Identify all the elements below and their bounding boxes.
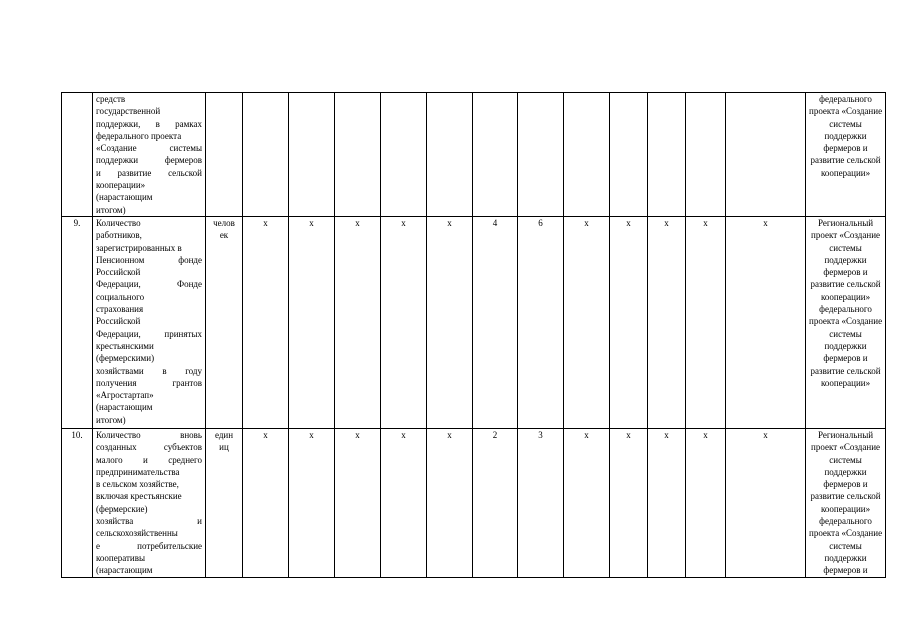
indicator-name-line: зарегистрированных в — [96, 242, 182, 253]
indicator-name-line: (фермерскими) — [96, 353, 155, 364]
source-line: развитие сельской — [810, 491, 881, 502]
source-project — [806, 217, 886, 429]
value-cell: x — [381, 217, 427, 429]
source-line: фермеров и — [823, 143, 868, 154]
source-line: развитие сельской — [810, 155, 881, 166]
source-line: фермеров и — [823, 353, 868, 364]
unit-line: ек — [219, 230, 229, 241]
indicator-name-line: Федерации, Фонде — [96, 279, 202, 290]
value-cell: x — [427, 429, 473, 578]
indicator-name-line: Количество вновь — [96, 430, 202, 440]
source-line: системы — [829, 242, 862, 253]
source-line: системы — [829, 454, 862, 465]
value-cell: 4 — [473, 217, 518, 429]
value-cell — [381, 93, 427, 217]
indicator-name-line: (нарастающим — [96, 192, 153, 203]
value-cell: x — [648, 429, 686, 578]
indicator-name-line: сельскохозяйственны — [96, 528, 178, 539]
value-cell — [610, 93, 648, 217]
row-number: 10. — [62, 429, 93, 578]
source-line: проект «Создание — [811, 230, 881, 241]
indicator-name — [93, 217, 206, 429]
table-row — [62, 217, 886, 429]
source-line: поддержки — [824, 340, 867, 351]
indicator-name-line: е потребительские — [96, 540, 202, 551]
value-cell: 6 — [518, 217, 564, 429]
indicator-name-line: созданных субъектов — [96, 442, 202, 453]
unit-of-measure — [206, 429, 243, 578]
indicator-name-line: получения грантов — [96, 377, 202, 388]
indicator-name-line: предпринимательства — [96, 466, 180, 477]
indicator-name-line: федерального проекта — [96, 130, 182, 141]
unit-line: един — [214, 430, 234, 440]
source-line: Региональный — [818, 218, 874, 228]
value-cell — [335, 93, 381, 217]
value-cell: x — [243, 429, 289, 578]
source-line: фермеров и — [823, 267, 868, 278]
value-cell — [518, 93, 564, 217]
indicator-name-line: государственной — [96, 106, 161, 117]
indicator-name-line: (фермерские) — [96, 503, 148, 514]
value-cell — [427, 93, 473, 217]
source-line: поддержки — [824, 130, 867, 141]
value-cell — [686, 93, 726, 217]
table-body — [62, 93, 886, 578]
indicator-name-line: хозяйства и — [96, 516, 202, 527]
source-line: системы — [829, 118, 862, 129]
value-cell: x — [335, 217, 381, 429]
indicator-name-line: поддержки, в рамках — [96, 118, 202, 129]
source-line: Региональный — [818, 430, 874, 440]
indicator-name-line: итогом) — [96, 414, 126, 425]
source-line: фермеров и — [823, 565, 868, 576]
unit-of-measure — [206, 93, 243, 217]
source-line: федерального — [819, 304, 872, 315]
indicator-name-line: в сельском хозяйстве, — [96, 479, 179, 490]
source-line: развитие сельской — [810, 365, 881, 376]
indicator-name-line: кооперации» — [96, 180, 146, 191]
source-line: федерального — [819, 516, 872, 527]
indicator-name — [93, 93, 206, 217]
value-cell: x — [335, 429, 381, 578]
source-line: кооперации» — [820, 377, 871, 388]
value-cell: x — [427, 217, 473, 429]
indicator-name-line: Российской — [96, 267, 141, 278]
source-line: кооперации» — [820, 503, 871, 514]
source-line: системы — [829, 328, 862, 339]
value-cell: x — [686, 429, 726, 578]
value-cell: x — [289, 429, 335, 578]
source-line: развитие сельской — [810, 279, 881, 290]
source-project — [806, 429, 886, 578]
value-cell: x — [381, 429, 427, 578]
value-cell — [648, 93, 686, 217]
indicator-name-line: хозяйствами в году — [96, 365, 202, 376]
source-project — [806, 93, 886, 217]
source-line: проект «Создание — [811, 442, 881, 453]
unit-line: челов — [213, 218, 235, 228]
value-cell: x — [243, 217, 289, 429]
indicator-name-line: Пенсионном фонде — [96, 254, 202, 265]
indicator-name-line: Федерации, принятых — [96, 328, 202, 339]
value-cell: x — [610, 429, 648, 578]
source-line: кооперации» — [820, 291, 871, 302]
indicator-name-line: малого и среднего — [96, 454, 202, 465]
source-line: поддержки — [824, 466, 867, 477]
source-line: проекта «Создание — [809, 316, 883, 327]
source-line: поддержки — [824, 254, 867, 265]
source-line: кооперации» — [820, 167, 871, 178]
value-cell: x — [726, 429, 806, 578]
indicators-table — [61, 92, 886, 578]
value-cell: x — [564, 429, 610, 578]
indicator-name-line: работников, — [96, 230, 142, 241]
value-cell — [473, 93, 518, 217]
value-cell: x — [564, 217, 610, 429]
indicator-name-line: страхования — [96, 304, 144, 315]
indicator-name-line: «Агростартап» — [96, 390, 154, 401]
value-cell: 3 — [518, 429, 564, 578]
indicator-name-line: итогом) — [96, 204, 126, 215]
indicator-name-line: включая крестьянские — [96, 491, 182, 502]
value-cell: x — [726, 217, 806, 429]
indicator-name-line: Российской — [96, 316, 141, 327]
indicator-name-line: социального — [96, 291, 145, 302]
indicator-name — [93, 429, 206, 578]
source-line: проекта «Создание — [809, 106, 883, 117]
indicator-name-line: (нарастающим — [96, 565, 153, 576]
unit-of-measure — [206, 217, 243, 429]
source-line: федерального — [819, 94, 872, 104]
indicator-name-line: (нарастающим — [96, 402, 153, 413]
table-row — [62, 93, 886, 217]
value-cell — [289, 93, 335, 217]
indicator-name-line: кооперативы — [96, 552, 146, 563]
indicator-name-line: крестьянскими — [96, 340, 154, 351]
table-row — [62, 429, 886, 578]
value-cell — [564, 93, 610, 217]
unit-line: иц — [219, 442, 229, 453]
value-cell — [243, 93, 289, 217]
indicator-name-line: поддержки фермеров — [96, 155, 202, 166]
indicator-name-line: Количество — [96, 218, 141, 228]
indicator-name-line: средств — [96, 94, 126, 104]
value-cell: 2 — [473, 429, 518, 578]
value-cell: x — [610, 217, 648, 429]
row-number — [62, 93, 93, 217]
source-line: системы — [829, 540, 862, 551]
row-number: 9. — [62, 217, 93, 429]
source-line: фермеров и — [823, 479, 868, 490]
indicator-name-line: и развитие сельской — [96, 167, 202, 178]
value-cell: x — [648, 217, 686, 429]
indicator-name-line: «Создание системы — [96, 143, 202, 154]
source-line: проекта «Создание — [809, 528, 883, 539]
value-cell: x — [289, 217, 335, 429]
value-cell: x — [686, 217, 726, 429]
source-line: поддержки — [824, 552, 867, 563]
value-cell — [726, 93, 806, 217]
